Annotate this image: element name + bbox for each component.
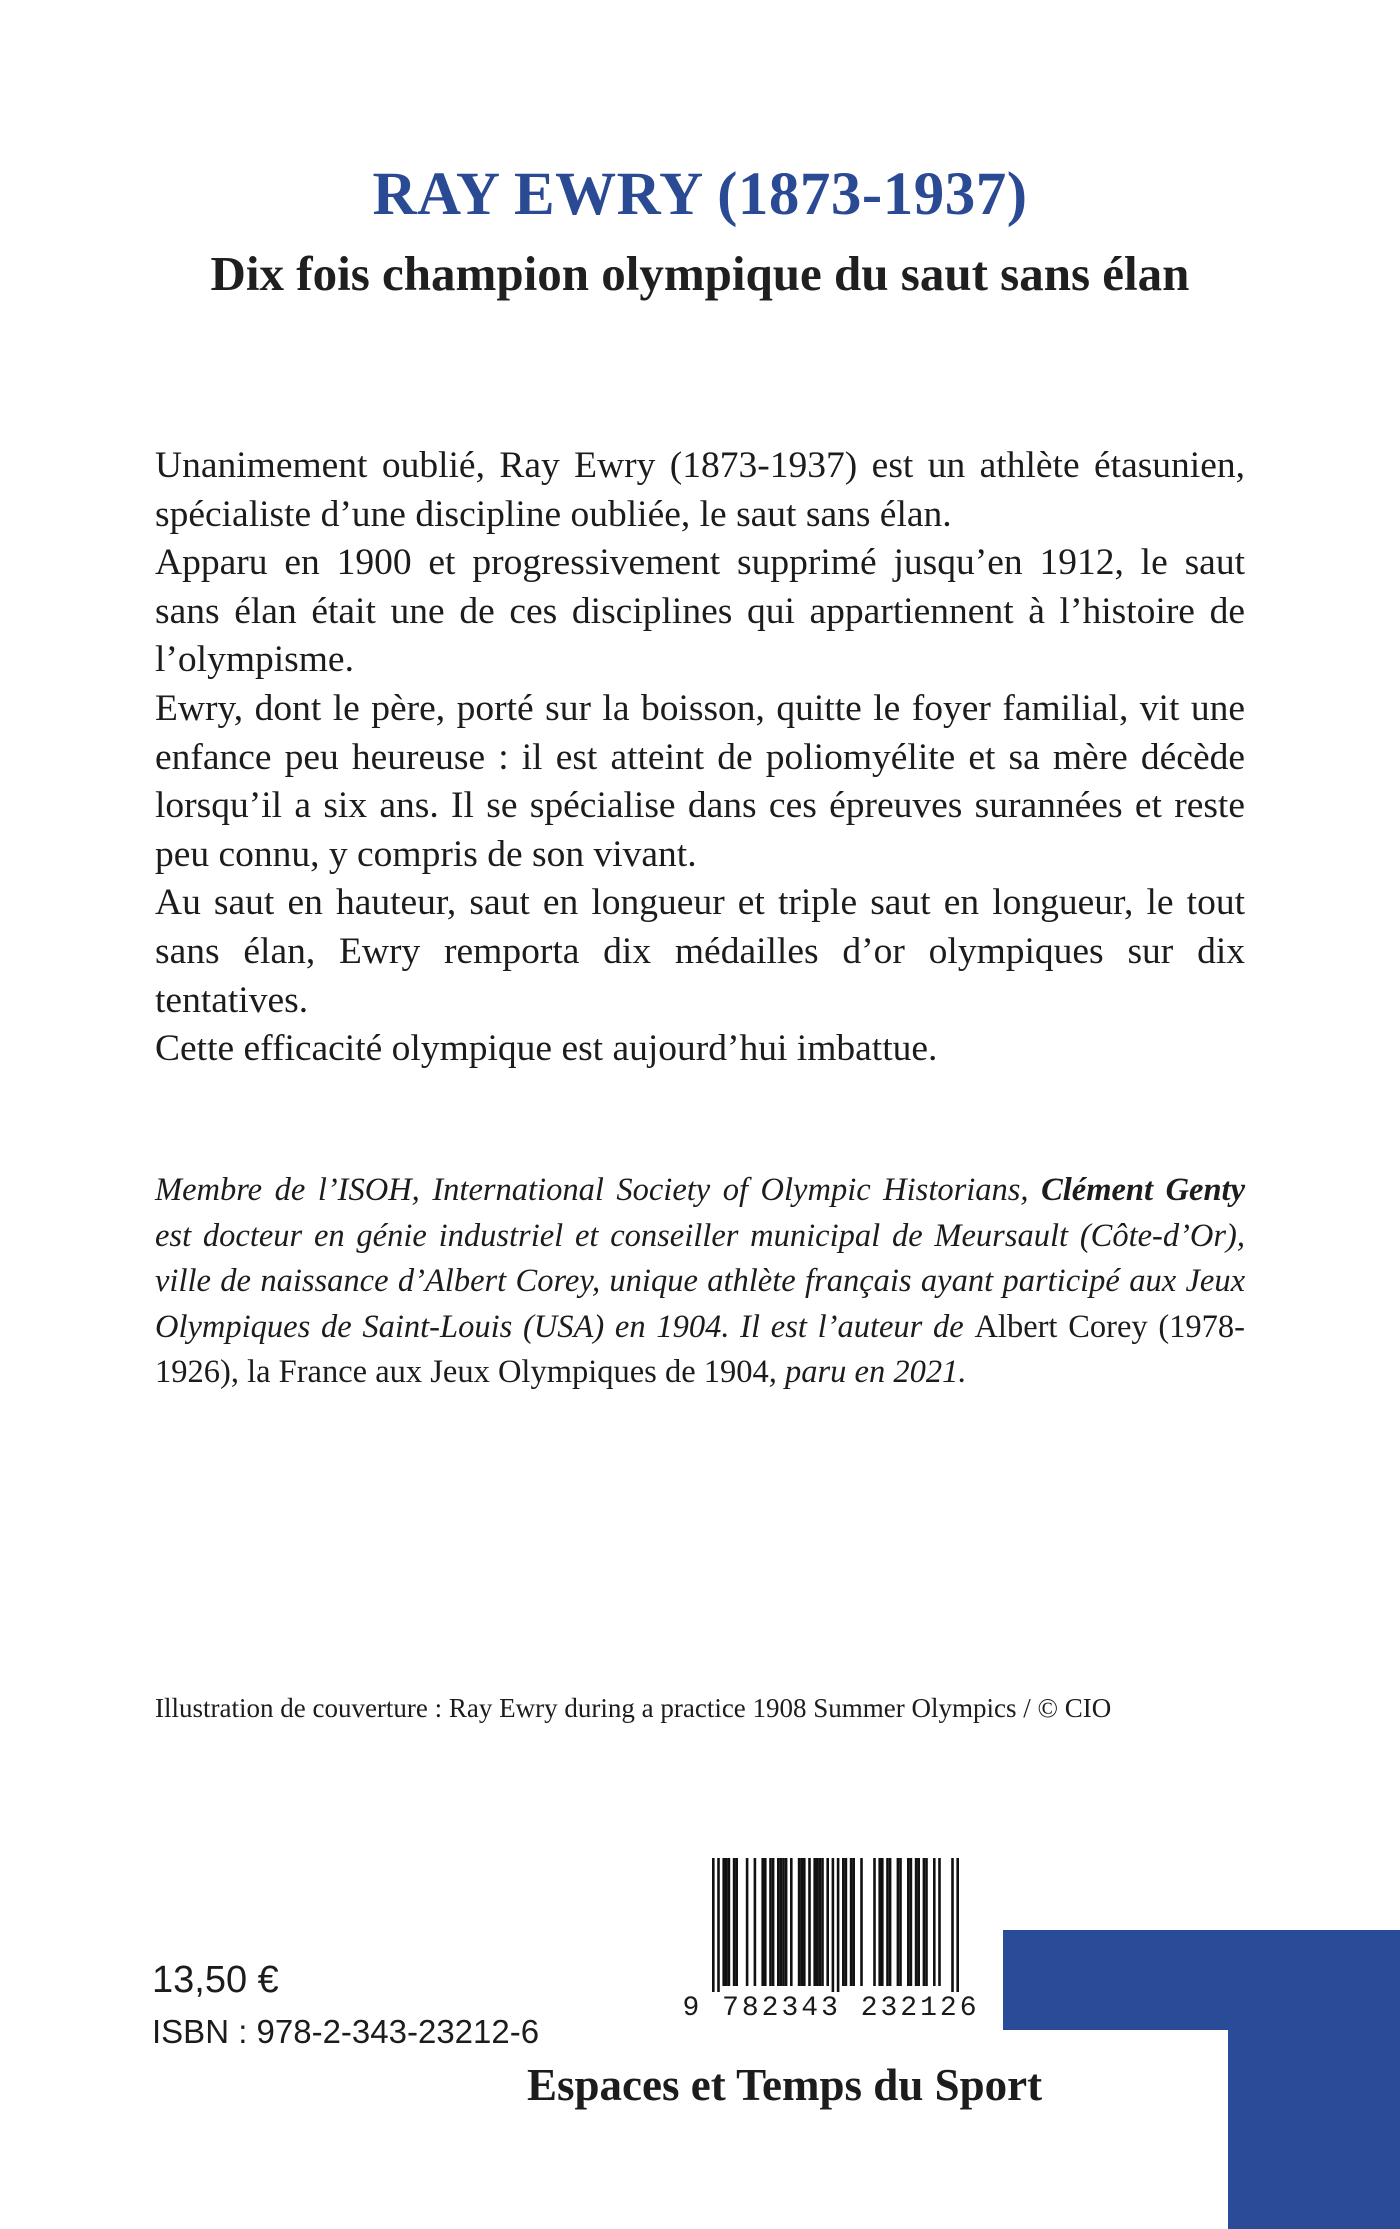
barcode-bar: [821, 1858, 824, 1986]
barcode-bar: [798, 1858, 801, 1986]
author-bio-text: , paru en 2021.: [768, 1354, 967, 1390]
barcode-bar: [761, 1858, 764, 1986]
barcode-bar: [951, 1858, 954, 1998]
barcode-bar: [915, 1858, 918, 1986]
author-name: Clément Genty: [1041, 1172, 1245, 1208]
barcode-bar: [878, 1858, 881, 1986]
blurb-paragraph: Au saut en hauteur, saut en longueur et triple saut en longueur, le tout sans élan, Ewry remporta dix médailles d’or olympiques sur dix tentatives.: [155, 882, 1245, 1021]
book-subtitle: Dix fois champion olympique du saut sans élan: [210, 246, 1190, 301]
price: 13,50 €: [152, 1959, 279, 2001]
isbn: ISBN : 978-2-343-23212-6: [152, 2013, 540, 2050]
barcode-bar: [746, 1858, 749, 1986]
barcode-bar: [907, 1858, 910, 1986]
barcode-bar: [938, 1858, 941, 1986]
blurb-paragraph: Unanimement oublié, Ray Ewry (1873-1937) est un athlète étasunien, spécialiste d’une discipline oubliée, le saut sans élan.: [155, 445, 1245, 535]
barcode-digits: 9 782343 232126: [680, 1992, 982, 2026]
blurb-paragraph: Ewry, dont le père, porté sur la boisson, quitte le foyer familial, vit une enfance peu heureuse : il est atteint de poliomyélite et sa mère décède lorsqu’il a six ans. Il se spécialise dans ces épreuves surannées et reste peu connu, y compris de son vivant.: [155, 687, 1245, 875]
barcode-bar: [917, 1858, 920, 1986]
barcode-bar: [717, 1858, 720, 1998]
book-title: RAY EWRY (1873-1937): [372, 161, 1028, 228]
barcode-bars: [680, 1858, 982, 1998]
barcode-bar: [816, 1858, 819, 1986]
blurb-paragraph: Cette efficacité olympique est aujourd’hui imbattue.: [155, 1028, 938, 1070]
barcode-bar: [956, 1858, 959, 1998]
author-bio-text: Membre de l’ISOH, International Society of Olympic Historians,: [155, 1172, 1042, 1208]
barcode-bar: [769, 1858, 772, 1986]
barcode-bar: [790, 1858, 793, 1986]
barcode-bar: [722, 1858, 725, 1986]
barcode-bar: [712, 1858, 715, 1998]
barcode-bar: [889, 1858, 892, 1986]
barcode-bar: [725, 1858, 728, 1986]
barcode-bar: [808, 1858, 811, 1986]
barcode-bar: [933, 1858, 936, 1986]
author-bio-text: est docteur en génie industriel et conseiller municipal de Meursault (Côte-d’Or), ville de naissance d’Albert Corey, unique athlète français ayant participé aux Jeux Olympiques de Saint-Louis (USA) en 1904. Il est l’auteur de: [155, 1217, 1245, 1345]
barcode-bar: [754, 1858, 757, 1986]
barcode-bar: [785, 1858, 788, 1986]
barcode-bar: [735, 1858, 738, 1986]
barcode-bar: [782, 1858, 785, 1986]
barcode-bar: [845, 1858, 848, 1986]
barcode-bar: [826, 1858, 829, 1986]
barcode-bar: [803, 1858, 806, 1986]
barcode-bar: [837, 1858, 840, 1998]
previous-book-title: Albert Corey (1978-1926), la France aux Jeux Olympiques de 1904: [155, 1308, 1245, 1390]
barcode-bar: [813, 1858, 816, 1986]
barcode-bar: [832, 1858, 835, 1998]
barcode-bar: [925, 1858, 928, 1986]
barcode-bar: [777, 1858, 780, 1986]
barcode-bar: [923, 1858, 926, 1986]
barcode-bar: [852, 1858, 855, 1986]
barcode-bar: [780, 1858, 783, 1986]
barcode-bar: [733, 1858, 736, 1986]
barcode-bar: [899, 1858, 902, 1986]
barcode-bar: [800, 1858, 803, 1986]
barcode-bar: [819, 1858, 822, 1986]
barcode-bar: [873, 1858, 876, 1986]
barcode-bar: [886, 1858, 889, 1986]
barcode-bar: [897, 1858, 900, 1986]
barcode-bar: [728, 1858, 731, 1986]
barcode-bar: [842, 1858, 845, 1986]
barcode-bar: [850, 1858, 853, 1986]
blurb-paragraph: Apparu en 1900 et progressivement supprimé jusqu’en 1912, le saut sans élan était une de ces disciplines qui appartiennent à l’histoire de l’olympisme.: [155, 542, 1245, 681]
back-cover-blurb: [155, 442, 1245, 1074]
barcode-bar: [764, 1858, 767, 1986]
barcode-bar: [881, 1858, 884, 1986]
barcode-bar: [772, 1858, 775, 1986]
barcode-bar: [910, 1858, 913, 1986]
collection-name: Espaces et Temps du Sport: [527, 2060, 1043, 2110]
cover-illustration-credit: Illustration de couverture : Ray Ewry during a practice 1908 Summer Olympics / © CIO: [155, 1693, 1112, 1723]
barcode-bar: [860, 1858, 863, 1986]
author-bio: [155, 1168, 1245, 1396]
